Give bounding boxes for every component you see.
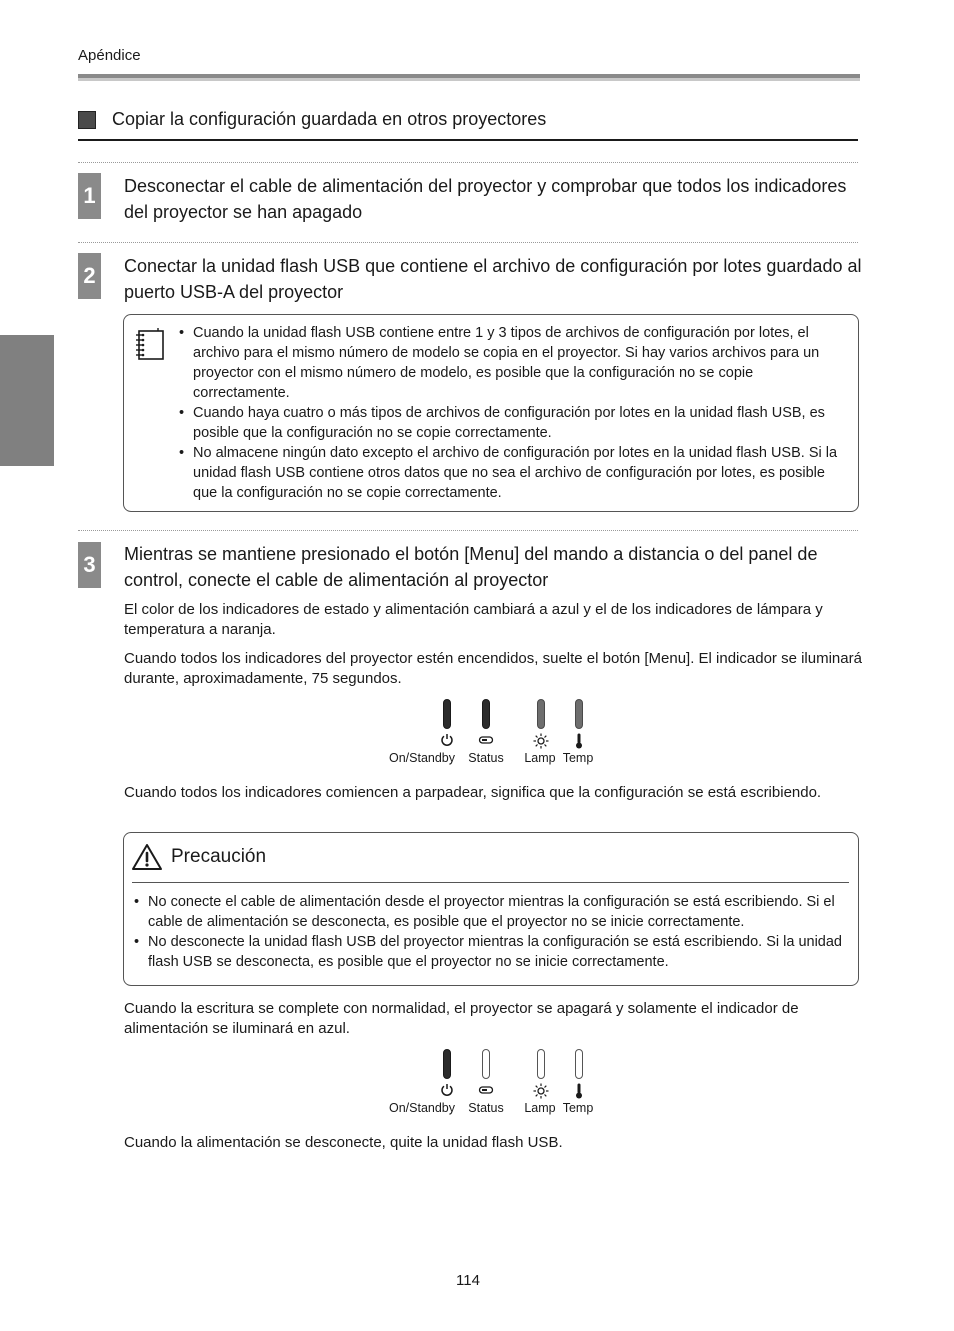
caution-rule (132, 882, 849, 883)
on-standby-label: On/Standby (388, 1101, 456, 1115)
lamp-icon (533, 1083, 549, 1099)
power-icon (440, 733, 454, 747)
paragraph: Cuando todos los indicadores del proyector estén encendidos, suelte el botón [Menu]. El indicador se iluminará durante, aproximadamente, 75 segundos. (124, 650, 862, 687)
on-standby-indicator (443, 1049, 451, 1079)
paragraph: Cuando la escritura se complete con normalidad, el proyector se apagará y solamente el indicador de alimentación se iluminará en azul. (124, 1000, 799, 1037)
dotted-divider (78, 162, 858, 163)
step-number: 1 (78, 173, 101, 219)
status-label: Status (468, 751, 504, 765)
section-rule (78, 139, 858, 141)
note-list (177, 323, 853, 503)
indicator-panel-power-only (380, 1049, 610, 1121)
caution-list (132, 892, 852, 972)
section-square-icon (78, 111, 96, 129)
dotted-divider (78, 242, 858, 243)
running-header: Apéndice (78, 47, 141, 64)
page-number: 114 (456, 1272, 480, 1289)
status-icon (478, 733, 494, 747)
lamp-label: Lamp (524, 1101, 556, 1115)
header-rule (78, 74, 860, 81)
note-item: • Cuando la unidad flash USB contiene entre 1 y 3 tipos de archivos de configuración por lotes, el archivo para el mismo número de modelo se copia en el proyector. Si hay varios archivos para un proyector con el mismo número de modelo, es posible que la configuración no se copie correctamente. (177, 323, 853, 403)
temp-indicator (575, 1049, 583, 1079)
section-title: Copiar la configuración guardada en otros proyectores (112, 109, 547, 129)
note-icon (134, 327, 166, 366)
lamp-indicator (537, 1049, 545, 1079)
temp-label: Temp (562, 751, 594, 765)
temp-icon (573, 1083, 585, 1099)
indicator-panel-all-lit (380, 699, 610, 771)
step-title: Desconectar el cable de alimentación del proyector y comprobar que todos los indicadores del proyector se han apagado (124, 176, 847, 222)
temp-label: Temp (562, 1101, 594, 1115)
dotted-divider (78, 530, 858, 531)
power-icon (440, 1083, 454, 1097)
note-item: • No almacene ningún dato excepto el archivo de configuración por lotes en la unidad flash USB. Si la unidad flash USB contiene otros datos que no sea el archivo de configuración por lotes, es posible que la configuración no se copie correctamente. (177, 443, 853, 503)
paragraph: El color de los indicadores de estado y alimentación cambiará a azul y el de los indicadores de lámpara y temperatura a naranja. (124, 601, 823, 638)
chapter-side-tab (0, 335, 54, 466)
step-number: 3 (78, 542, 101, 588)
status-indicator (482, 699, 490, 729)
on-standby-label: On/Standby (388, 751, 456, 765)
on-standby-indicator (443, 699, 451, 729)
lamp-icon (533, 733, 549, 749)
temp-icon (573, 733, 585, 749)
caution-item: • No conecte el cable de alimentación desde el proyector mientras la configuración se está escribiendo. Si el cable de alimentación se desconecta, es posible que el proyector no se inicie correctamente. (132, 892, 852, 932)
status-label: Status (468, 1101, 504, 1115)
note-item: • Cuando haya cuatro o más tipos de archivos de configuración por lotes en la unidad flash USB, es posible que la configuración no se copie correctamente. (177, 403, 853, 443)
status-indicator (482, 1049, 490, 1079)
paragraph: Cuando la alimentación se desconecte, quite la unidad flash USB. (124, 1134, 563, 1151)
lamp-indicator (537, 699, 545, 729)
temp-indicator (575, 699, 583, 729)
lamp-label: Lamp (524, 751, 556, 765)
caution-title: Precaución (171, 846, 267, 867)
paragraph: Cuando todos los indicadores comiencen a parpadear, significa que la configuración se está escribiendo. (124, 784, 822, 801)
warning-icon (131, 843, 163, 876)
step-title: Mientras se mantiene presionado el botón [Menu] del mando a distancia o del panel de control, conecte el cable de alimentación al proyector (124, 544, 818, 590)
status-icon (478, 1083, 494, 1097)
step-number: 2 (78, 253, 101, 299)
caution-item: • No desconecte la unidad flash USB del proyector mientras la configuración se está escribiendo. Si la unidad flash USB se desconecta, es posible que el proyector no se inicie correctamente. (132, 932, 852, 972)
step-title: Conectar la unidad flash USB que contiene el archivo de configuración por lotes guardado al puerto USB-A del proyector (124, 256, 862, 302)
